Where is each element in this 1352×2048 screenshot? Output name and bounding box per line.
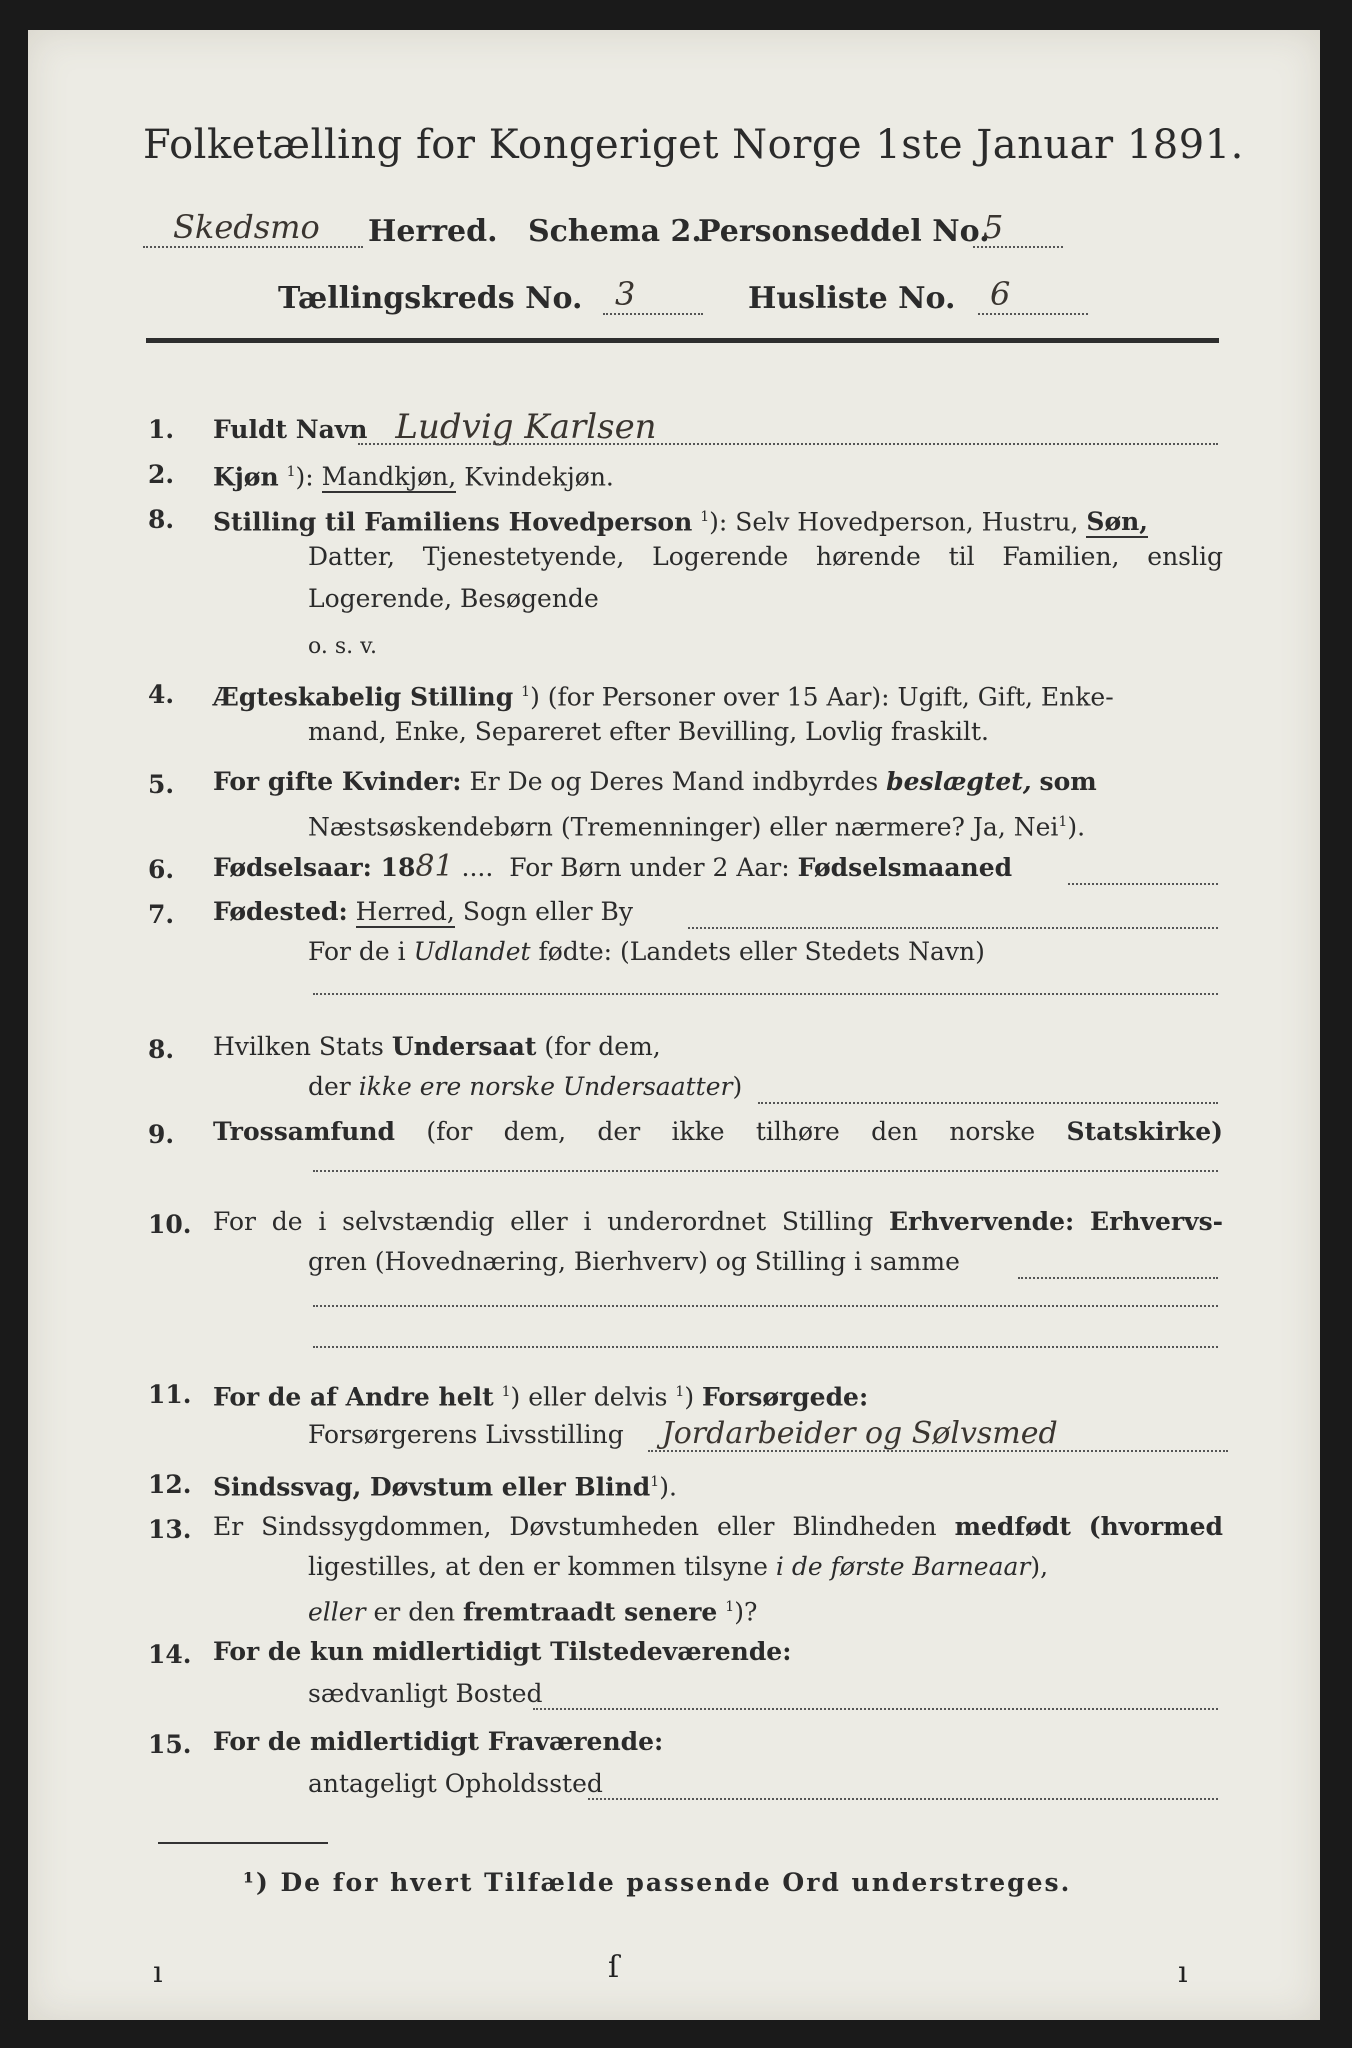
q11-row-1: For de af Andre helt $^1$) eller delvis $^1$) Forsørgede: (213, 1382, 869, 1412)
form-title: Folketælling for Kongeriget Norge 1ste Januar 1891. (143, 122, 1244, 168)
q4-label: Ægteskabelig Stilling (213, 682, 514, 712)
q3-options: Selv Hovedperson, Hustru, (735, 507, 1079, 537)
q10-row-1 (213, 1205, 1223, 1239)
footnote-rule (158, 1842, 328, 1844)
q3-footnote-mark: 1 (700, 509, 710, 525)
q1-value: Ludvig Karlsen (395, 407, 657, 447)
q8-dotted-line (758, 1102, 1218, 1104)
q5-row-2: Næstsøskendebørn (Tremenninger) eller nærmere? Ja, Nei$^1$). (308, 812, 1086, 842)
q14-label: For de kun midlertidigt Tilstedeværende: (213, 1637, 792, 1666)
q1-row (213, 407, 1223, 447)
q13-row-3 (308, 1590, 1223, 1629)
q6-dotted-line (1068, 883, 1218, 885)
q10-line1-a: For de i selvstændig eller i underordnet Stilling (213, 1207, 874, 1236)
q11-dotted-line (648, 1450, 1228, 1452)
q10-dotted-line (1018, 1277, 1218, 1279)
q7-row-2 (308, 935, 1223, 969)
q1-dotted-line (358, 443, 1218, 445)
q13-line2-a: ligestilles, at den er kommen tilsyne (308, 1552, 768, 1581)
q5-line2: Næstsøskendebørn (Tremenninger) eller nærmere? Ja, Nei (308, 812, 1059, 842)
q11-value: Jordarbeider og Sølvsmed (661, 1416, 1058, 1451)
q12-number: 12. (148, 1470, 192, 1499)
q10-number: 10. (148, 1210, 192, 1239)
q5-italic: beslægtet, (886, 767, 1032, 796)
q11-number: 11. (148, 1380, 192, 1409)
husliste-label: Husliste No. (748, 281, 956, 316)
q13-line1-c: (hvormed (1088, 1512, 1224, 1541)
q12-footnote-mark: 1 (650, 1474, 660, 1490)
q15-row-2: antageligt Opholdssted (308, 1769, 603, 1798)
q8-row-1 (213, 1030, 1223, 1064)
margin-mark-center: ſ (608, 1950, 620, 1985)
q10-dotted-line-2 (313, 1305, 1218, 1307)
q13-line1-b: medfødt (954, 1512, 1071, 1541)
q13-line3-b: fremtraadt senere (463, 1597, 718, 1627)
margin-mark-left: ı (153, 1955, 163, 1990)
q7-option-herred: Herred, (355, 897, 455, 926)
header-line-herred (143, 208, 1223, 258)
q5-footnote-mark: 1 (1058, 814, 1068, 830)
q1-number: 1. (148, 415, 175, 444)
q8-line1-a: Hvilken Stats (213, 1032, 384, 1061)
q12-row (213, 1465, 1223, 1504)
q5-text: Er De og Deres Mand indbyrdes (469, 767, 879, 796)
q8-line1-c: (for dem, (544, 1032, 661, 1061)
q3-label: Stilling til Familiens Hovedperson (213, 507, 693, 537)
q3-row-4: o. s. v. (308, 634, 377, 659)
q7-row-1 (213, 895, 1223, 929)
q10-line1-b: Erhvervende: (889, 1207, 1075, 1236)
kreds-value: 3 (603, 275, 703, 315)
q7-dotted-line (688, 927, 1218, 929)
q13-footnote-mark: 1 (725, 1599, 735, 1615)
q4-footnote-mark: 1 (521, 684, 531, 700)
q5-row-1 (213, 765, 1223, 799)
q2-number: 2. (148, 460, 175, 489)
q11-footnote-mark-b: 1 (675, 1384, 685, 1400)
q2-footnote-mark: 1 (286, 464, 296, 480)
q11-footnote-mark-a: 1 (501, 1384, 511, 1400)
q6-value: 81 (415, 849, 454, 884)
q2-label: Kjøn (213, 462, 279, 492)
q13-line2-italic: i de første Barneaar (775, 1552, 1031, 1581)
q7-line2-b: fødte: (Landets eller Stedets Navn) (538, 937, 985, 966)
husliste-value: 6 (978, 275, 1088, 315)
header-divider (146, 338, 1219, 343)
q7-dotted-line-2 (313, 993, 1218, 995)
q4-row-1: Ægteskabelig Stilling $^1$) (for Personer over 15 Aar): Ugift, Gift, Enke- (213, 682, 1114, 712)
q13-row-2 (308, 1550, 1223, 1584)
q5-label: For gifte Kvinder: (213, 767, 462, 796)
q7-text: Sogn eller By (462, 897, 634, 926)
q14-number: 14. (148, 1640, 192, 1669)
q4-row-2: mand, Enke, Separeret efter Bevilling, Lovlig fraskilt. (308, 717, 989, 746)
margin-mark-right: ı (1178, 1955, 1188, 1990)
q8-number: 8. (148, 1035, 175, 1064)
q7-label: Fødested: (213, 897, 348, 926)
q6-text-bold: Fødselsmaaned (797, 853, 1013, 882)
q15-number: 15. (148, 1730, 192, 1759)
q13-number: 13. (148, 1515, 192, 1544)
q15-label: For de midlertidigt Fraværende: (213, 1727, 664, 1756)
q9-dotted-line (313, 1170, 1218, 1172)
herred-label: Herred. (368, 214, 498, 249)
q6-label: Fødselsaar: 18 (213, 853, 416, 882)
header-line-kreds (278, 275, 1178, 325)
footnote: ¹) De for hvert Tilfælde passende Ord understreges. (243, 1868, 1072, 1897)
q11-line1-b: eller delvis (528, 1382, 668, 1412)
q7-line2-a: For de i (308, 937, 406, 966)
q11-line1-a: For de af Andre helt (213, 1382, 494, 1412)
q8-line2-b: ) (732, 1072, 743, 1101)
q6-number: 6. (148, 855, 175, 884)
q12-end: ). (659, 1472, 677, 1502)
q12-label: Sindssvag, Døvstum eller Blind (213, 1472, 651, 1502)
q6-row: Fødselsaar: 1881 .... For Børn under 2 Aar: Fødselsmaaned (213, 849, 1013, 884)
schema-label: Schema 2. (528, 214, 702, 249)
q11-line1-c: Forsørgede: (702, 1382, 869, 1412)
q4-options: (for Personer over 15 Aar): Ugift, Gift, Enke- (547, 682, 1114, 712)
q8-line2-italic: ikke ere norske Undersaatter (358, 1072, 733, 1101)
q5-number: 5. (148, 770, 175, 799)
q6-text: For Børn under 2 Aar: (509, 853, 790, 882)
q9-end: Statskirke) (1066, 1117, 1223, 1146)
q3-number: 8. (148, 505, 175, 534)
q3-row-2: Datter, Tjenestetyende, Logerende hørende til Familien, enslig (308, 542, 1223, 571)
q9-number: 9. (148, 1120, 175, 1149)
q3-row-1: Stilling til Familiens Hovedperson $^1$): Selv Hovedperson, Hustru, Søn, (213, 507, 1149, 537)
q1-label: Fuldt Navn (213, 415, 368, 444)
q3-row-3: Logerende, Besøgende (308, 584, 599, 613)
q2-option-female: Kvindekjøn. (464, 462, 614, 492)
q7-line2-italic: Udlandet (413, 937, 531, 966)
q13-line1-a: Er Sindssygdommen, Døvstumheden eller Blindheden (213, 1512, 937, 1541)
census-form-page (28, 30, 1320, 2020)
q9-row (213, 1115, 1223, 1149)
q9-text: (for dem, der ikke tilhøre den norske (426, 1117, 1036, 1146)
q15-dotted-line (588, 1798, 1218, 1800)
q8-line1-b: Undersaat (391, 1032, 537, 1061)
q10-dotted-line-3 (313, 1346, 1218, 1348)
personseddel-value: 5 (973, 208, 1063, 248)
q2-option-male: Mandkjøn, (321, 462, 457, 492)
q13-line3-a: er den (373, 1597, 456, 1627)
q10-line1-c: Erhvervs- (1090, 1207, 1224, 1236)
personseddel-label: Personseddel No. (698, 214, 990, 249)
q7-number: 7. (148, 900, 175, 929)
q11-line2: Forsørgerens Livsstilling (308, 1420, 624, 1449)
q2-row: Kjøn $^1$): Mandkjøn, Kvindekjøn. (213, 462, 614, 492)
herred-value: Skedsmo (143, 208, 363, 248)
q13-line2-b: ), (1030, 1552, 1049, 1581)
q8-line2-a: der (308, 1072, 351, 1101)
q3-option-son: Søn, (1086, 507, 1149, 537)
q13-line3-italic: eller (308, 1597, 366, 1627)
q11-row-2 (308, 1417, 1223, 1452)
q8-row-2 (308, 1070, 1223, 1104)
q14-row-2: sædvanligt Bosted (308, 1679, 543, 1708)
q14-dotted-line (533, 1708, 1218, 1710)
q4-number: 4. (148, 680, 175, 709)
q13-row-1 (213, 1510, 1223, 1544)
q10-row-2: gren (Hovednæring, Bierhverv) og Stilling i samme (308, 1247, 960, 1276)
q5-som: som (1039, 767, 1097, 796)
kreds-label: Tællingskreds No. (278, 281, 583, 316)
q13-line3-c: )? (734, 1597, 758, 1627)
q9-label: Trossamfund (213, 1117, 396, 1146)
